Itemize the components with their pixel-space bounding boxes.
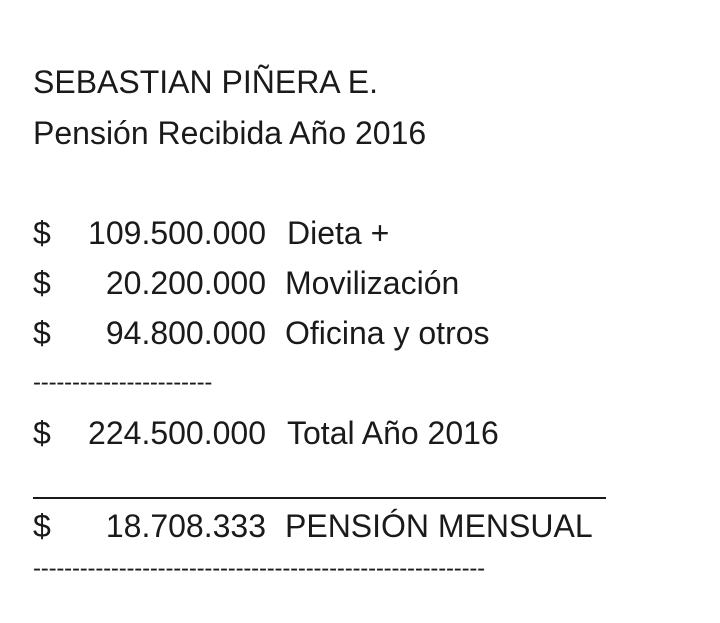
currency-symbol: $ — [33, 315, 51, 351]
amount-value: 20.200.000 — [105, 265, 266, 301]
amount-value: 109.500.000 — [88, 215, 266, 251]
currency-symbol: $ — [33, 508, 51, 544]
monthly-label: PENSIÓN MENSUAL — [285, 508, 593, 544]
currency-symbol: $ — [33, 265, 51, 301]
separator-long: ---------------------------------------------------------- — [33, 555, 485, 582]
item-label: Movilización — [285, 265, 460, 301]
total-label: Total Año 2016 — [287, 415, 499, 451]
amount-value: 94.800.000 — [105, 315, 266, 351]
item-label: Dieta + — [287, 215, 390, 251]
currency-symbol: $ — [33, 215, 51, 251]
separator-short: ----------------------- — [33, 369, 213, 396]
separator-rule — [33, 497, 606, 499]
document-subtitle: Pensión Recibida Año 2016 — [33, 115, 427, 151]
monthly-amount: 18.708.333 — [105, 508, 266, 544]
item-label: Oficina y otros — [285, 315, 490, 351]
person-name: SEBASTIAN PIÑERA E. — [33, 64, 378, 100]
total-amount: 224.500.000 — [88, 415, 266, 451]
currency-symbol: $ — [33, 415, 51, 451]
